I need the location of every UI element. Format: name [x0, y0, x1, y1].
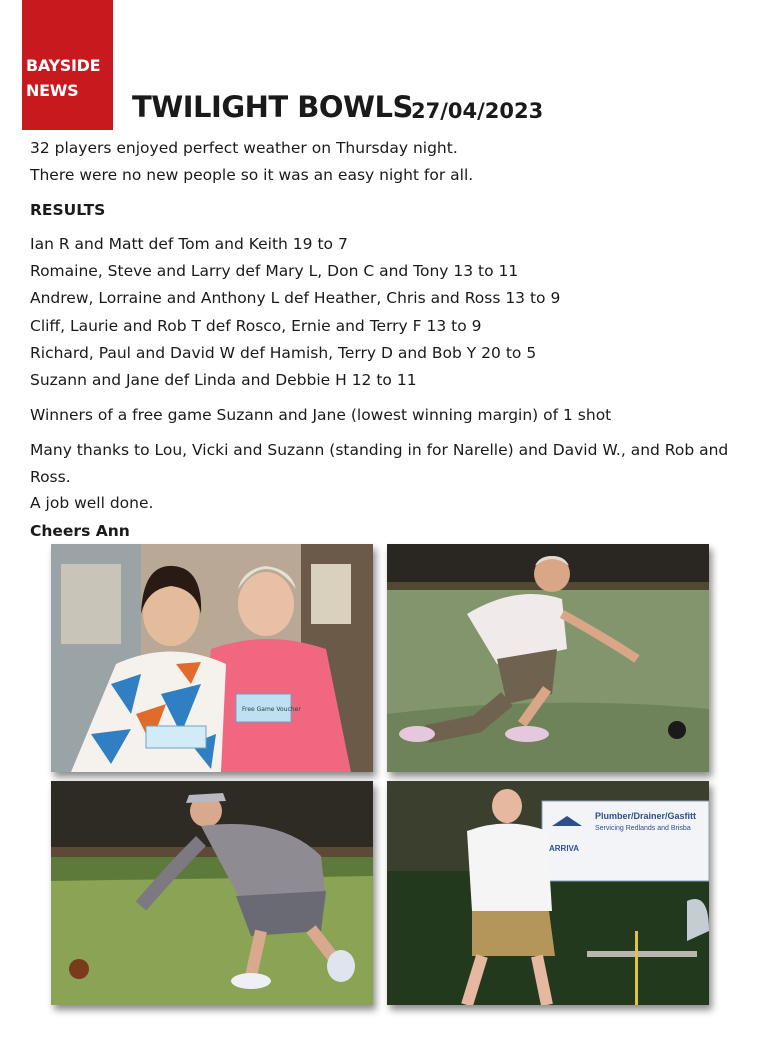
- sign-subtitle: Servicing Redlands and Brisba: [595, 825, 691, 832]
- photo-two-women-vouchers: [51, 544, 373, 772]
- result-line-3: Andrew, Lorraine and Anthony L def Heather, Chris and Ross 13 to 9: [30, 289, 561, 307]
- badge-line-1: BAYSIDE: [26, 56, 101, 75]
- intro-line-1: 32 players enjoyed perfect weather on Thursday night.: [30, 139, 458, 157]
- photo-man-bowling-grey-shirt: [51, 781, 373, 1005]
- page-date: 27/04/2023: [411, 99, 544, 123]
- thanks-line-1: Many thanks to Lou, Vicki and Suzann (standing in for Narelle) and David W., and Rob and: [30, 441, 729, 459]
- result-line-6: Suzann and Jane def Linda and Debbie H 12 to 11: [30, 371, 417, 389]
- badge-line-2: NEWS: [26, 81, 79, 100]
- intro-line-2: There were no new people so it was an easy night for all.: [30, 166, 474, 184]
- photo-man-bowling-white-shirt: [387, 544, 709, 772]
- sign-title: Plumber/Drainer/Gasfitt: [595, 811, 697, 821]
- sign-brand: ARRIVA: [549, 844, 580, 853]
- results-heading: RESULTS: [30, 201, 106, 219]
- bayside-news-badge: [22, 0, 113, 130]
- result-line-5: Richard, Paul and David W def Hamish, Terry D and Bob Y 20 to 5: [30, 344, 537, 362]
- page-title: TWILIGHT BOWLS: [132, 90, 413, 124]
- result-line-4: Cliff, Laurie and Rob T def Rosco, Ernie and Terry F 13 to 9: [30, 317, 482, 335]
- signoff: Cheers Ann: [30, 522, 130, 540]
- photo-bald-man-white-polo: [387, 781, 709, 1005]
- result-line-1: Ian R and Matt def Tom and Keith 19 to 7: [30, 235, 348, 253]
- thanks-line-2: Ross.: [30, 468, 71, 486]
- voucher-text: Free Game Voucher: [242, 706, 301, 713]
- thanks-line-3: A job well done.: [30, 494, 154, 512]
- winners-line: Winners of a free game Suzann and Jane (lowest winning margin) of 1 shot: [30, 406, 612, 424]
- result-line-2: Romaine, Steve and Larry def Mary L, Don C and Tony 13 to 11: [30, 262, 519, 280]
